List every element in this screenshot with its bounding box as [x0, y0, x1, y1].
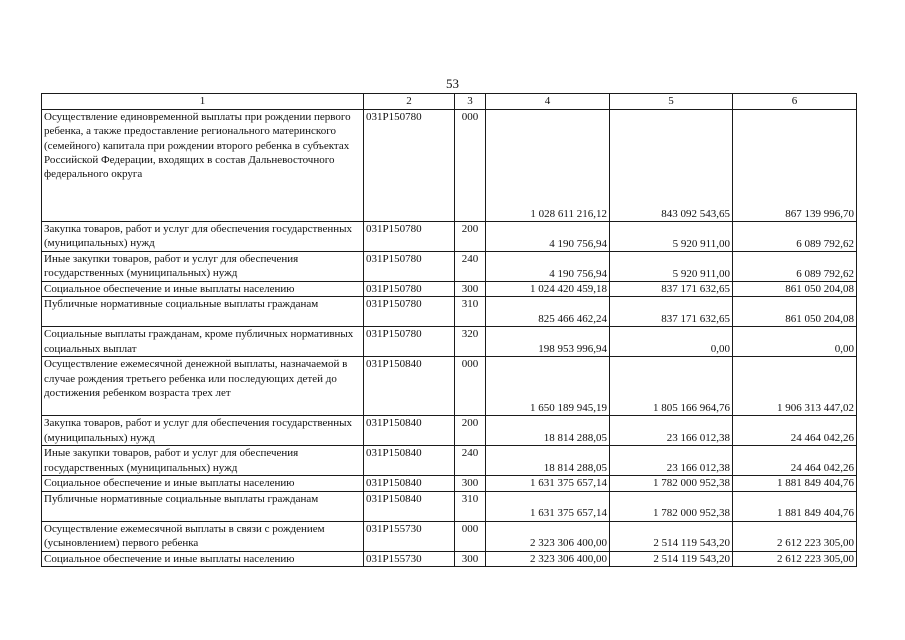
row-amount-col6: 1 881 849 404,76 — [733, 491, 857, 521]
row-name: Социальное обеспечение и иные выплаты населению — [42, 476, 364, 491]
row-target-code: 031P150780 — [364, 252, 455, 282]
table-row — [42, 110, 857, 222]
table-row — [42, 416, 857, 446]
row-expense-type: 200 — [455, 416, 486, 446]
row-target-code: 031P150780 — [364, 110, 455, 222]
row-expense-type: 310 — [455, 491, 486, 521]
table-row — [42, 282, 857, 297]
row-amount-col6: 2 612 223 305,00 — [733, 521, 857, 551]
row-expense-type: 200 — [455, 222, 486, 252]
row-amount-col6: 1 881 849 404,76 — [733, 476, 857, 491]
row-amount-col5: 0,00 — [610, 327, 733, 357]
row-amount-col4: 1 650 189 945,19 — [486, 357, 610, 416]
column-header: 6 — [733, 94, 857, 110]
row-amount-col6: 24 464 042,26 — [733, 416, 857, 446]
table-row — [42, 476, 857, 491]
row-amount-col5: 5 920 911,00 — [610, 222, 733, 252]
table-row — [42, 327, 857, 357]
table-row — [42, 297, 857, 327]
column-header: 2 — [364, 94, 455, 110]
row-name: Публичные нормативные социальные выплаты гражданам — [42, 491, 364, 521]
row-target-code: 031P155730 — [364, 551, 455, 566]
table-row — [42, 446, 857, 476]
row-name: Закупка товаров, работ и услуг для обеспечения государственных (муниципальных) нужд — [42, 416, 364, 446]
row-amount-col4: 18 814 288,05 — [486, 416, 610, 446]
row-name: Социальное обеспечение и иные выплаты населению — [42, 282, 364, 297]
row-amount-col6: 6 089 792,62 — [733, 222, 857, 252]
row-name: Осуществление единовременной выплаты при рождении первого ребенка, а также предоставление регионального материнского (семейного) капитала при рождении второго ребенка в субъектах Российской Федерации, входящих в состав Дальневосточного федерального округа — [42, 110, 364, 222]
row-amount-col6: 24 464 042,26 — [733, 446, 857, 476]
row-target-code: 031P150840 — [364, 491, 455, 521]
row-target-code: 031P150840 — [364, 446, 455, 476]
row-amount-col6: 6 089 792,62 — [733, 252, 857, 282]
table-row — [42, 521, 857, 551]
row-amount-col4: 1 631 375 657,14 — [486, 491, 610, 521]
row-target-code: 031P150840 — [364, 476, 455, 491]
row-target-code: 031P150780 — [364, 222, 455, 252]
row-expense-type: 300 — [455, 476, 486, 491]
column-header: 3 — [455, 94, 486, 110]
row-amount-col4: 18 814 288,05 — [486, 446, 610, 476]
row-amount-col5: 1 782 000 952,38 — [610, 491, 733, 521]
row-target-code: 031P150780 — [364, 327, 455, 357]
row-name: Социальное обеспечение и иные выплаты населению — [42, 551, 364, 566]
row-expense-type: 000 — [455, 357, 486, 416]
row-amount-col5: 2 514 119 543,20 — [610, 551, 733, 566]
row-expense-type: 240 — [455, 252, 486, 282]
row-name: Иные закупки товаров, работ и услуг для обеспечения государственных (муниципальных) нужд — [42, 446, 364, 476]
row-target-code: 031P155730 — [364, 521, 455, 551]
table-header-row — [42, 94, 857, 110]
row-amount-col4: 2 323 306 400,00 — [486, 551, 610, 566]
column-header: 1 — [42, 94, 364, 110]
row-amount-col5: 1 805 166 964,76 — [610, 357, 733, 416]
row-amount-col6: 1 906 313 447,02 — [733, 357, 857, 416]
row-amount-col6: 861 050 204,08 — [733, 282, 857, 297]
column-header: 4 — [486, 94, 610, 110]
row-amount-col5: 2 514 119 543,20 — [610, 521, 733, 551]
budget-table — [41, 93, 857, 567]
row-expense-type: 000 — [455, 110, 486, 222]
row-amount-col5: 837 171 632,65 — [610, 297, 733, 327]
row-amount-col5: 23 166 012,38 — [610, 416, 733, 446]
row-amount-col6: 2 612 223 305,00 — [733, 551, 857, 566]
row-amount-col4: 825 466 462,24 — [486, 297, 610, 327]
row-expense-type: 240 — [455, 446, 486, 476]
row-name: Осуществление ежемесячной денежной выплаты, назначаемой в случае рождения третьего ребенка или последующих детей до достижения ребенком возраста трех лет — [42, 357, 364, 416]
table-row — [42, 222, 857, 252]
row-amount-col4: 4 190 756,94 — [486, 222, 610, 252]
page-number: 53 — [446, 76, 459, 91]
row-target-code: 031P150840 — [364, 357, 455, 416]
row-name: Публичные нормативные социальные выплаты гражданам — [42, 297, 364, 327]
row-expense-type: 300 — [455, 282, 486, 297]
column-header: 5 — [610, 94, 733, 110]
row-amount-col4: 1 024 420 459,18 — [486, 282, 610, 297]
row-amount-col6: 867 139 996,70 — [733, 110, 857, 222]
table-row — [42, 491, 857, 521]
row-name: Иные закупки товаров, работ и услуг для обеспечения государственных (муниципальных) нужд — [42, 252, 364, 282]
row-amount-col5: 23 166 012,38 — [610, 446, 733, 476]
row-expense-type: 300 — [455, 551, 486, 566]
row-target-code: 031P150840 — [364, 416, 455, 446]
table-row — [42, 551, 857, 566]
row-amount-col6: 861 050 204,08 — [733, 297, 857, 327]
row-amount-col5: 5 920 911,00 — [610, 252, 733, 282]
row-amount-col4: 2 323 306 400,00 — [486, 521, 610, 551]
row-amount-col4: 4 190 756,94 — [486, 252, 610, 282]
row-amount-col5: 837 171 632,65 — [610, 282, 733, 297]
row-target-code: 031P150780 — [364, 297, 455, 327]
row-expense-type: 310 — [455, 297, 486, 327]
row-name: Социальные выплаты гражданам, кроме публичных нормативных социальных выплат — [42, 327, 364, 357]
row-name: Осуществление ежемесячной выплаты в связи с рождением (усыновлением) первого ребенка — [42, 521, 364, 551]
row-amount-col5: 843 092 543,65 — [610, 110, 733, 222]
row-amount-col5: 1 782 000 952,38 — [610, 476, 733, 491]
row-name: Закупка товаров, работ и услуг для обеспечения государственных (муниципальных) нужд — [42, 222, 364, 252]
row-amount-col4: 1 631 375 657,14 — [486, 476, 610, 491]
table-row — [42, 252, 857, 282]
row-amount-col6: 0,00 — [733, 327, 857, 357]
row-amount-col4: 1 028 611 216,12 — [486, 110, 610, 222]
row-target-code: 031P150780 — [364, 282, 455, 297]
row-expense-type: 000 — [455, 521, 486, 551]
row-amount-col4: 198 953 996,94 — [486, 327, 610, 357]
row-expense-type: 320 — [455, 327, 486, 357]
table-row — [42, 357, 857, 416]
